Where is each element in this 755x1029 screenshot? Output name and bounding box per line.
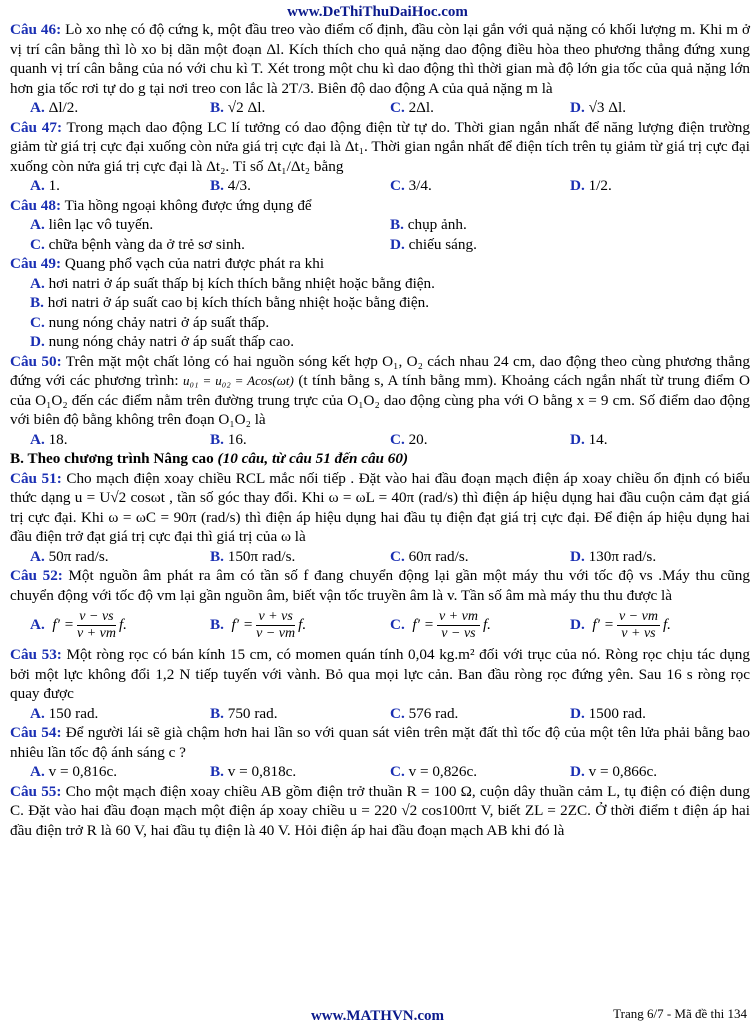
option-c[interactable]: C. v = 0,826c. (390, 763, 478, 780)
question-number: Câu 55: (10, 782, 62, 800)
question-number: Câu 47: (10, 118, 63, 136)
question-text: Quang phổ vạch của natri được phát ra khi (61, 255, 325, 272)
option-b[interactable]: B. 16. (210, 430, 247, 448)
question-text: Cho mạch điện xoay chiều RCL mắc nối tiếp . Đặt vào hai đầu đoạn mạch điện áp xoay chiều ổn định có biểu thức dạng u = U√2 cosωt , tần số góc thay đổi. Khi ω = ωL = 40π (rad/s) thì điện áp hiệu dụng hai đầu cuộn cảm đạt giá trị cực đại. Khi ω = ωC = 90π (rad/s) thì điện áp hiệu dụng hai đầu tụ điện đạt giá trị cực đại. Để điện áp hiệu dụng hai đầu điện trở đạt giá trị cực đại thì giá trị của ω là (10, 469, 750, 545)
header-site[interactable]: www.DeThiThuDaiHoc.com (287, 4, 468, 20)
option-c[interactable]: C. nung nóng chảy natri ở áp suất thấp. (30, 313, 270, 331)
options-50 (10, 430, 750, 450)
question-text: Một ròng rọc có bán kính 15 cm, có momen quán tính 0,04 kg.m² đối với trục của nó. Ròng rọc chịu tác dụng bởi một lực không đổi 1,2 N tiếp tuyến với vành. Bỏ qua mọi lực cản. Ban đầu ròng rọc đứng yên. Sau 16 s ròng rọc quay được (10, 646, 750, 702)
question-text: Trong mạch dao động LC lí tưởng có dao động điện từ tự do. Thời gian ngắn nhất để năng lượng điện trường giảm từ giá trị cực đại xuống còn nửa giá trị cực đại là Δt₁. Thời gian ngắn nhất để điện tích trên tụ giảm từ giá trị cực đại xuống còn nửa giá trị cực đại là Δt₂. Tỉ số Δt₁/Δt₂ bằng (10, 118, 750, 175)
footer (0, 1006, 755, 1026)
question-49 (10, 254, 750, 274)
option-a[interactable]: A. 1. (30, 177, 60, 194)
footer-site[interactable]: www.MATHVN.com (310, 1008, 445, 1024)
question-text: Trên mặt một chất lỏng có hai nguồn sóng kết hợp O₁, O₂ cách nhau 24 cm, dao động theo cùng phương thẳng đứng với các phương trình: (10, 352, 750, 389)
fraction: $\frac{v - vm}{v + vs}$ (618, 608, 658, 641)
question-number: Câu 50: (10, 352, 62, 370)
option-d[interactable]: D. 14. (570, 430, 608, 448)
options-48-row2 (10, 235, 750, 255)
page-number: Trang 6/7 - Mã đề thi 134 (613, 1006, 747, 1021)
options-51 (10, 547, 750, 567)
option-c[interactable]: C. f′ = $\frac{v + vm}{v - vs}$ f. (390, 608, 491, 641)
question-number: Câu 54: (10, 724, 62, 741)
option-d[interactable]: D. nung nóng chảy natri ở áp suất thấp cao. (30, 333, 295, 350)
option-b[interactable]: B. 750 rad. (210, 704, 278, 722)
question-52 (10, 566, 750, 605)
option-b[interactable]: B. hơi natri ở áp suất cao bị kích thích bằng nhiệt hoặc bằng điện. (30, 294, 430, 311)
question-text-2: (t tính bằng s, A tính bằng mm). Khoảng cách ngắn nhất từ trung điểm O của O₁O₂ đến các điểm nằm trên đường trung trực của O₁O₂ dao động cùng pha với O bằng x = 9 cm. Số điểm dao động với biên độ bằng không trên đoạn O₁O₂ là (10, 372, 750, 428)
question-text: Tia hồng ngoại không được ứng dụng để (61, 196, 312, 214)
question-53 (10, 645, 750, 704)
question-50 (10, 352, 750, 430)
option-b[interactable]: B. √2 Δl. (210, 99, 266, 116)
option-c[interactable]: C. 60π rad/s. (390, 547, 469, 565)
option-d[interactable]: D. f′ = $\frac{v - vm}{v + vs}$ f. (570, 608, 671, 641)
options-52 (10, 605, 750, 645)
options-47 (10, 176, 750, 196)
question-51 (10, 469, 750, 547)
question-55 (10, 782, 750, 841)
question-text: Cho một mạch điện xoay chiều AB gồm điện trở thuần R = 100 Ω, cuộn dây thuần cảm L, tụ điện có điện dung C. Đặt vào hai đầu đoạn mạch một điện áp xoay chiều u = 220 √2 cos100πt V, biết ZL = 2ZC. Ở thời điểm t điện áp hai đầu điện trở R là 60 V, hai đầu tụ điện là 40 V. Hỏi điện áp hai đầu đoạn mạch AB khi đó là (10, 782, 750, 839)
question-number: Câu 49: (10, 255, 62, 272)
option-d[interactable]: D. 130π rad/s. (570, 547, 657, 565)
options-46 (10, 98, 750, 118)
formula: u₀₁ = u₀₂ = Acos(ωt) (183, 373, 294, 388)
option-c[interactable]: C. 20. (390, 430, 428, 448)
question-46 (10, 20, 750, 98)
question-text: Một nguồn âm phát ra âm có tần số f đang chuyển động lại gần một máy thu với tốc độ vs .Máy thu cũng chuyển động với tốc độ vm lại gần nguồn âm, biết vận tốc truyền âm là v. Tần số âm mà máy thu thu được là (10, 567, 750, 604)
option-d[interactable]: D. 1/2. (570, 177, 612, 194)
option-d[interactable]: D. v = 0,866c. (570, 763, 658, 780)
option-a[interactable]: A. 50π rad/s. (30, 547, 109, 565)
question-number: Câu 48: (10, 196, 62, 214)
option-c[interactable]: C. 2Δl. (390, 99, 434, 116)
option-d[interactable]: D. 1500 rad. (570, 704, 646, 722)
option-b[interactable]: B. v = 0,818c. (210, 763, 297, 780)
option-a[interactable]: A. hơi natri ở áp suất thấp bị kích thích bằng nhiệt hoặc bằng điện. (30, 274, 435, 292)
question-text: Lò xo nhẹ có độ cứng k, một đầu treo vào điểm cố định, đầu còn lại gắn với quả nặng có khối lượng m. Khi m ở vị trí cân bằng thì lò xo bị dãn một đoạn Δl. Kích thích cho quả nặng dao động điều hòa theo phương thẳng đứng xung quanh vị trí cân bằng của nó với chu kì T. Xét trong một chu kì dao động thì thời gian mà độ lớn gia tốc của quả nặng lớn hơn gia tốc rơi tự do g tại nơi treo con lắc là 2T/3. Biên độ dao động A của quả nặng m là (10, 21, 750, 97)
options-53 (10, 704, 750, 724)
option-c[interactable]: C. 3/4. (390, 177, 432, 194)
exam-content (10, 20, 750, 840)
options-48-row1 (10, 215, 750, 235)
question-number: Câu 51: (10, 469, 62, 487)
fraction: $\frac{v + vm}{v - vs}$ (438, 608, 478, 641)
question-number: Câu 46: (10, 21, 62, 38)
option-b[interactable]: B. f′ = $\frac{v + vs}{v - vm}$ f. (210, 608, 307, 641)
question-48 (10, 196, 750, 216)
option-d[interactable]: D. chiếu sáng. (390, 235, 477, 253)
option-d[interactable]: D. √3 Δl. (570, 99, 627, 116)
question-47 (10, 118, 750, 177)
section-heading: B. Theo chương trình Nâng cao (10 câu, từ câu 51 đến câu 60) (10, 450, 409, 467)
fraction: $\frac{v - vs}{v + vm}$ (76, 608, 116, 641)
options-54 (10, 762, 750, 782)
fraction: $\frac{v + vs}{v - vm}$ (256, 608, 296, 641)
question-54 (10, 723, 750, 762)
option-a[interactable]: A. liên lạc vô tuyến. (30, 216, 154, 233)
option-b[interactable]: B. 4/3. (210, 177, 251, 194)
option-a[interactable]: A. 18. (30, 430, 68, 448)
option-c[interactable]: C. 576 rad. (390, 704, 459, 722)
option-a[interactable]: A. f′ = $\frac{v - vs}{v + vm}$ f. (30, 608, 127, 641)
option-b[interactable]: B. chụp ảnh. (390, 216, 467, 233)
question-number: Câu 53: (10, 646, 62, 663)
question-text: Để người lái sẽ già chậm hơn hai lần so với quan sát viên trên mặt đất thì tốc độ của một tên lửa phải bằng bao nhiêu lần tốc độ ánh sáng c ? (10, 724, 750, 761)
option-a[interactable]: A. 150 rad. (30, 704, 99, 722)
option-a[interactable]: A. Δl/2. (30, 99, 79, 116)
option-c[interactable]: C. chữa bệnh vàng da ở trẻ sơ sinh. (30, 235, 245, 253)
option-b[interactable]: B. 150π rad/s. (210, 547, 296, 565)
question-number: Câu 52: (10, 567, 63, 584)
option-a[interactable]: A. v = 0,816c. (30, 763, 118, 780)
